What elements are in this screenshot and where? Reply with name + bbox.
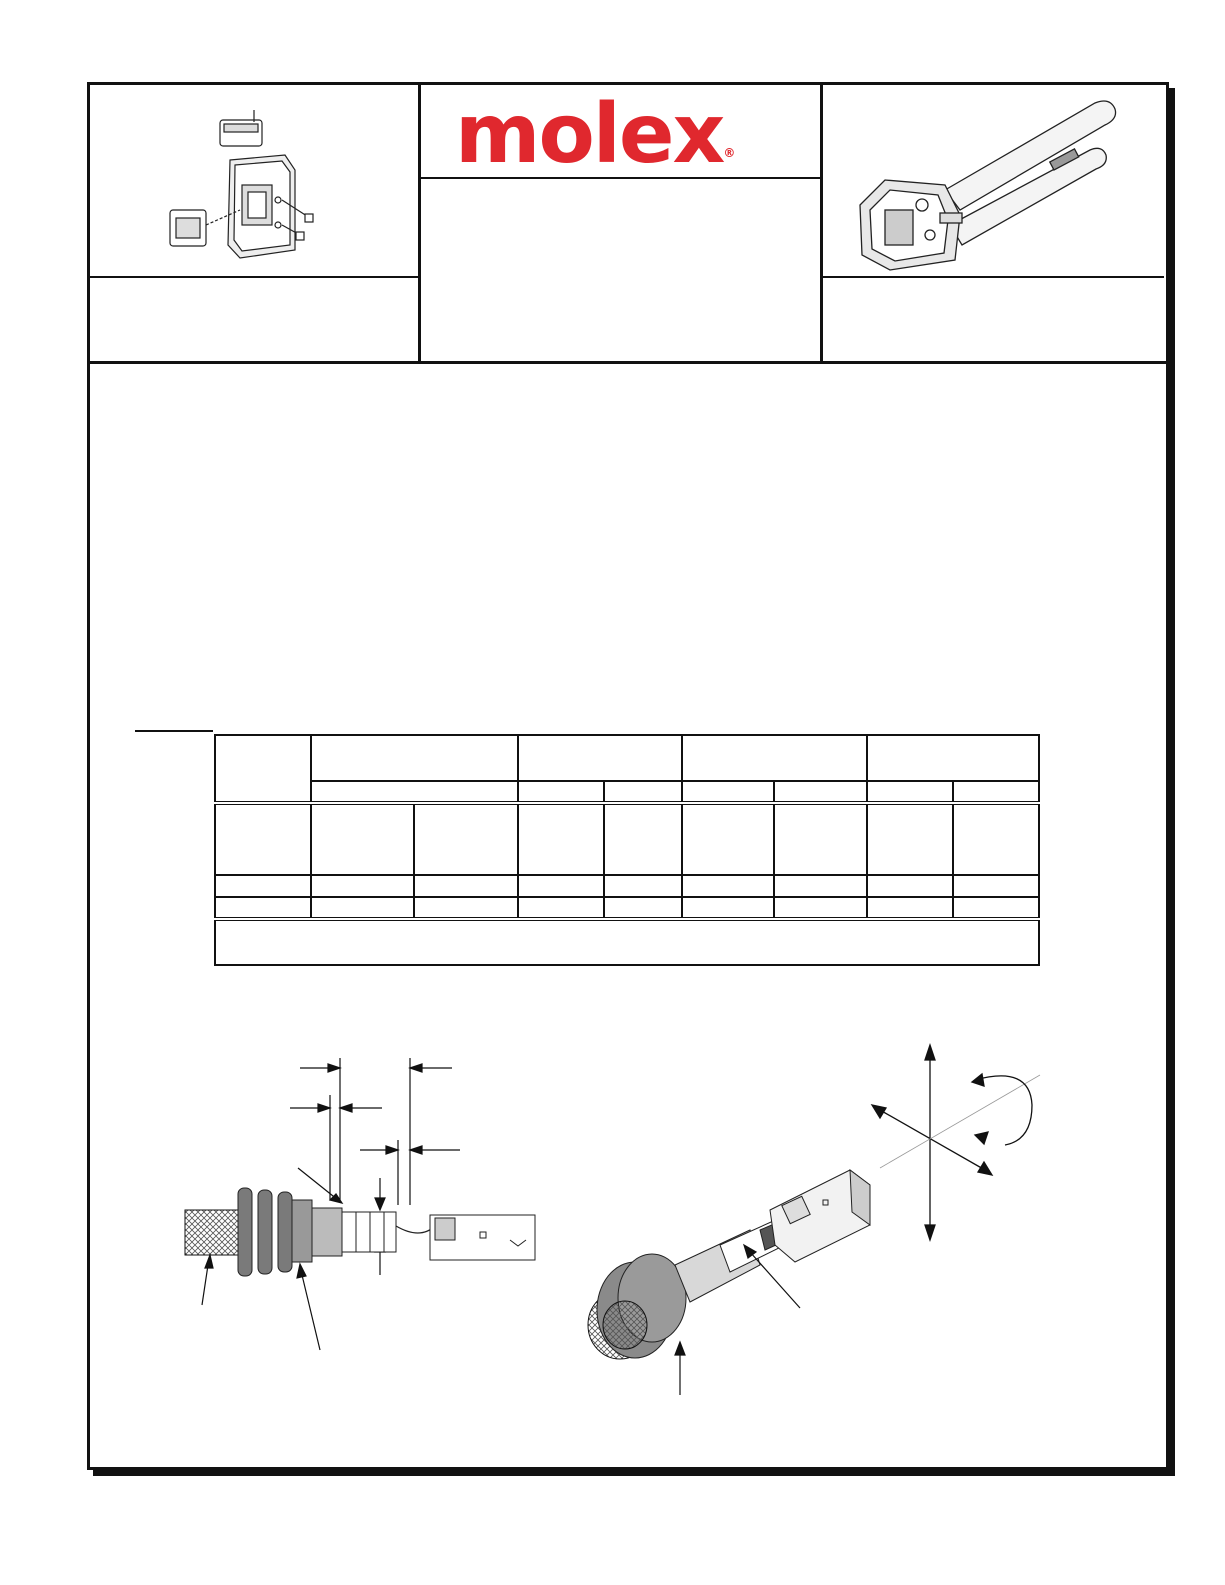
table-row	[215, 875, 1039, 897]
table-cell	[215, 803, 311, 875]
table-header-row-2	[215, 781, 1039, 803]
crimp-die-assembly-icon	[150, 100, 330, 265]
table-subheader-cell	[311, 781, 518, 803]
table-cell	[953, 875, 1039, 897]
table-cell	[953, 803, 1039, 875]
table-subheader-cell	[518, 781, 604, 803]
header-left-rule	[90, 276, 420, 278]
table-cell	[518, 803, 604, 875]
table-header-cell	[311, 735, 518, 781]
table-cell	[682, 803, 774, 875]
table-subheader-cell	[953, 781, 1039, 803]
table-subheader-cell	[604, 781, 682, 803]
table-header-cell	[518, 735, 682, 781]
table-cell	[953, 897, 1039, 919]
molex-logo	[455, 87, 755, 182]
table-cell	[414, 897, 517, 919]
table-cell	[682, 897, 774, 919]
table-cell	[518, 897, 604, 919]
header-right-rule	[822, 276, 1164, 278]
table-row	[215, 803, 1039, 875]
hand-crimp-tool-icon	[850, 95, 1140, 275]
table-cell	[311, 875, 414, 897]
table-cell	[518, 875, 604, 897]
table-cell	[867, 897, 953, 919]
table-header-cell	[867, 735, 1039, 781]
table-cell	[215, 875, 311, 897]
table-cell	[682, 875, 774, 897]
header-bottom-rule	[87, 361, 1166, 364]
table-cell	[604, 803, 682, 875]
table-header-row-1	[215, 735, 1039, 781]
table-subheader-cell	[682, 781, 774, 803]
table-cell	[414, 803, 517, 875]
header-divider-left	[418, 85, 421, 363]
table-cell	[604, 875, 682, 897]
table-header-cell	[215, 735, 311, 803]
crimped-terminal-side-view-icon	[180, 1050, 550, 1360]
header-divider-right	[820, 85, 823, 363]
table-cell	[311, 897, 414, 919]
table-subheader-cell	[867, 781, 953, 803]
table-callout-rule	[135, 730, 213, 732]
specification-table	[214, 734, 1040, 966]
molex-logo-text: molex	[455, 87, 724, 182]
table-subheader-cell	[774, 781, 866, 803]
table-cell	[774, 875, 866, 897]
registered-mark: ®	[723, 146, 736, 160]
table-cell	[867, 803, 953, 875]
crimped-terminal-isometric-view-icon	[580, 1040, 1050, 1400]
table-row	[215, 897, 1039, 919]
table-cell	[867, 875, 953, 897]
table-header-cell	[682, 735, 866, 781]
table-notes-row	[215, 919, 1039, 965]
table-cell	[215, 897, 311, 919]
table-notes-cell	[215, 919, 1039, 965]
table-cell	[414, 875, 517, 897]
table-cell	[774, 803, 866, 875]
table-cell	[604, 897, 682, 919]
table-cell	[774, 897, 866, 919]
table-cell	[311, 803, 414, 875]
